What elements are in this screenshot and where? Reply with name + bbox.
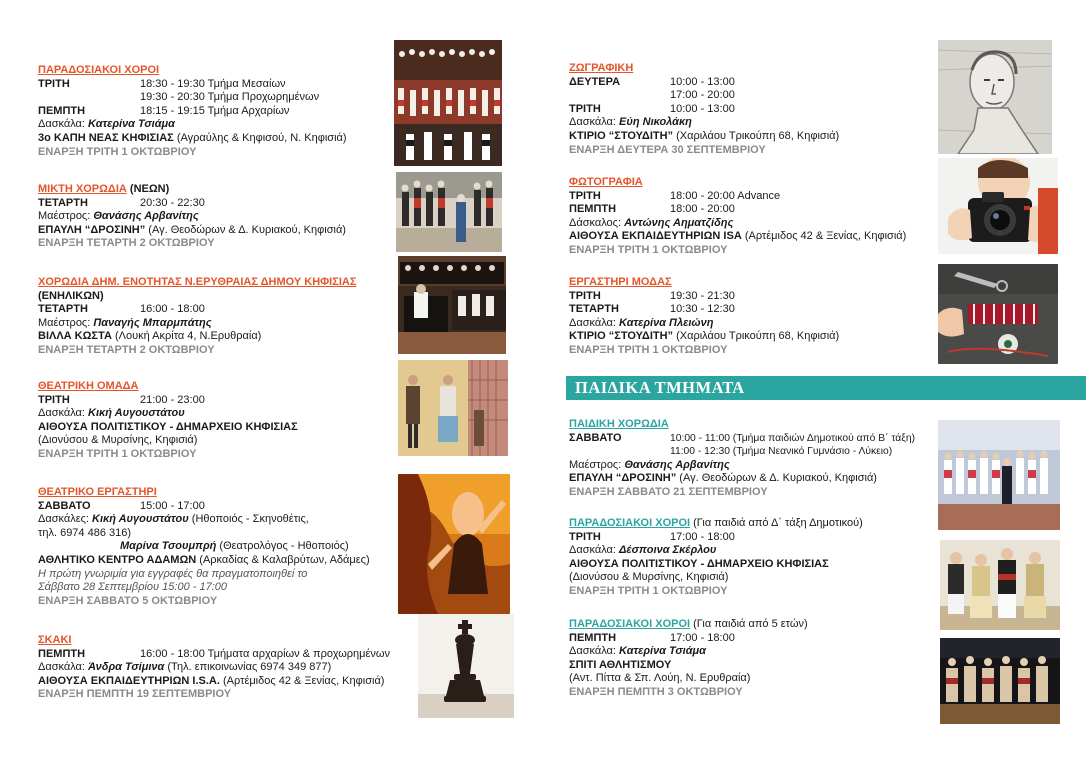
start-date: ΕΝΑΡΞΗ ΤΕΤΑΡΤΗ 2 ΟΚΤΩΒΡΙΟΥ	[38, 343, 215, 356]
schedule-row: ΤΡΙΤΗ 10:00 - 13:00	[569, 102, 735, 115]
start-date: ΕΝΑΡΞΗ ΤΕΤΑΡΤΗ 2 ΟΚΤΩΒΡΙΟΥ	[38, 237, 215, 250]
schedule-row: ΣΑΒΒΑΤΟ 10:00 - 11:00 (Τμήμα παιδιών Δημοτικού από Β΄ τάξη)	[569, 431, 916, 444]
schedule-row: ΤΡΙΤΗ 19:30 - 21:30	[569, 289, 735, 302]
teacher-line: Μαέστρος: Θανάσης Αρβανίτης	[569, 458, 730, 471]
teacher-line: Δασκάλα: Κατερίνα Τσιάμα	[38, 118, 175, 131]
phone-line: τηλ. 6974 486 316)	[38, 526, 132, 539]
teacher2-line: Μαρίνα Τσουμπρή (Θεατρολόγος - Ηθοποιός)	[120, 540, 349, 553]
start-date: ΕΝΑΡΞΗ ΤΡΙΤΗ 1 ΟΚΤΩΒΡΙΟΥ	[38, 447, 197, 460]
teacher-line: Δασκάλα: Κατερίνα Πλειώνη	[569, 316, 714, 329]
section-title: ΣΚΑΚΙ	[38, 634, 72, 646]
schedule-row: ΤΡΙΤΗ 18:00 - 20:00 Advance	[569, 189, 781, 202]
schedule-row: ΤΡΙΤΗ 18:30 - 19:30 Τμήμα Μεσαίων	[38, 77, 286, 90]
section-title: ΕΡΓΑΣΤΗΡΙ ΜΟΔΑΣ	[569, 276, 672, 288]
chess-photo	[418, 614, 514, 718]
teacher-line: Δασκάλα: Κική Αυγουστάτου	[38, 407, 185, 420]
section-photography	[569, 176, 929, 258]
start-date: ΕΝΑΡΞΗ ΤΡΙΤΗ 1 ΟΚΤΩΒΡΙΟΥ	[569, 343, 728, 356]
section-title: ΠΑΡΑΔΟΣΙΑΚΟΙ ΧΟΡΟΙ	[569, 517, 691, 529]
kids-choir-photo	[938, 420, 1060, 530]
teacher-line: Δασκάλα: Κατερίνα Τσιάμα	[569, 645, 706, 658]
venue-line: ΑΙΘΟΥΣΑ ΠΟΛΙΤΙΣΤΙΚΟΥ - ΔΗΜΑΡΧΕΙΟ ΚΗΦΙΣΙΑΣ	[569, 557, 829, 570]
start-date: ΕΝΑΡΞΗ ΠΕΜΠΤΗ 19 ΣΕΠΤΕΜΒΡΙΟΥ	[38, 688, 232, 701]
schedule-row: 17:00 - 20:00	[670, 89, 735, 102]
section-title: ΠΑΙΔΙΚΗ ΧΟΡΩΔΙΑ	[569, 418, 669, 430]
venue-address: (Αντ. Πίττα & Σπ. Λούη, Ν. Ερυθραία)	[569, 672, 751, 685]
section-traditional-dance	[38, 64, 388, 159]
photography-photo	[938, 158, 1058, 254]
schedule-row: ΤΡΙΤΗ 21:00 - 23:00	[38, 393, 205, 406]
section-title: ΠΑΡΑΔΟΣΙΑΚΟΙ ΧΟΡΟΙ	[569, 618, 691, 630]
section-title: ΘΕΑΤΡΙΚΟ ΕΡΓΑΣΤΗΡΙ	[38, 486, 157, 498]
fashion-workshop-photo	[938, 264, 1058, 364]
section-title: ΠΑΡΑΔΟΣΙΑΚΟΙ ΧΟΡΟΙ	[38, 64, 160, 76]
venue-line: 3ο ΚΑΠΗ ΝΕΑΣ ΚΗΦΙΣΙΑΣ (Αγραύλης & Κηφισού, Ν. Κηφισιά)	[38, 131, 347, 144]
section-title: ΘΕΑΤΡΙΚΗ ΟΜΑΔΑ	[38, 380, 139, 392]
theatre-group-photo	[398, 360, 508, 456]
section-kids-choir	[569, 418, 944, 500]
section-title: ΧΟΡΩΔΙΑ ΔΗΜ. ΕΝΟΤΗΤΑΣ Ν.ΕΡΥΘΡΑΙΑΣ ΔΗΜΟΥ ΚΗΦΙΣΙΑΣ	[38, 276, 357, 288]
schedule-row: ΤΕΤΑΡΤΗ 10:30 - 12:30	[569, 303, 735, 316]
kids-dance-1-photo	[940, 540, 1060, 630]
section-mixed-choir: ΜΙΚΤΗ ΧΟΡΩΔΙΑ (ΝΕΩΝ) ΤΕΤΑΡΤΗ 20:30 - 22:30 Μαέστρος: Θανάσης Αρβανίτης ΕΠΑΥΛΗ “ΔΡΟΣΙΝΗ” (Αγ. Θεοδώρων & Δ. Κυριακού, Κηφισιά) ΕΝΑΡΞΗ ΤΕΤΑΡΤΗ 2 ΟΚΤΩΒΡΙΟΥ	[38, 183, 388, 251]
start-date: ΕΝΑΡΞΗ ΔΕΥΤΕΡΑ 30 ΣΕΠΤΕΜΒΡΙΟΥ	[569, 143, 766, 156]
teacher-line: Μαέστρος: Παναγής Μπαρμπάτης	[38, 316, 212, 329]
start-date: ΕΝΑΡΞΗ ΣΑΒΒΑΤΟ 5 ΟΚΤΩΒΡΙΟΥ	[38, 594, 218, 607]
section-painting	[569, 62, 929, 157]
section-kids-dance-2: ΠΑΡΑΔΟΣΙΑΚΟΙ ΧΟΡΟΙ (Για παιδιά από 5 ετών) ΠΕΜΠΤΗ 17:00 - 18:00 Δασκάλα: Κατερίνα Τσιάμα ΣΠΙΤΙ ΑΘΛΗΤΙΣΜΟΥ (Αντ. Πίττα & Σπ. Λούη, Ν. Ερυθραία) ΕΝΑΡΞΗ ΠΕΜΠΤΗ 3 ΟΚΤΩΒΡΙΟΥ	[569, 618, 929, 700]
schedule-row: 11:00 - 12:30 (Τμήμα Νεανικό Γυμνάσιο - Λύκειο)	[670, 446, 893, 458]
schedule-row: ΠΕΜΠΤΗ 17:00 - 18:00	[569, 631, 735, 644]
teacher-line: Δάσκαλος: Αντώνης Αηματζίδης	[569, 216, 734, 229]
section-theatre-workshop	[38, 486, 393, 608]
banner-title: ΠΑΙΔΙΚΑ ΤΜΗΜΑΤΑ	[575, 378, 745, 397]
teacher-line: Δασκάλα: Εύη Νικολάκη	[569, 116, 692, 129]
venue-address: (Διονύσου & Μυρσίνης, Κηφισιά)	[38, 434, 198, 447]
schedule-row: ΔΕΥΤΕΡΑ 10:00 - 13:00	[569, 75, 735, 88]
venue-line: ΒΙΛΛΑ ΚΩΣΤΑ (Λουκή Ακρίτα 4, Ν.Ερυθραία)	[38, 330, 262, 343]
painting-photo	[938, 40, 1052, 154]
section-fashion-workshop	[569, 276, 929, 358]
venue-line: ΚΤΙΡΙΟ “ΣΤΟΥΔΙΤΗ” (Χαριλάου Τρικούπη 68, Κηφισιά)	[569, 330, 840, 343]
adult-choir-photo	[398, 256, 506, 354]
section-chess	[38, 634, 418, 702]
schedule-row: ΠΕΜΠΤΗ 18:00 - 20:00	[569, 203, 735, 216]
venue-line: ΑΘΛΗΤΙΚΟ ΚΕΝΤΡΟ ΑΔΑΜΩΝ (Αρκαδίας & Καλαβρύτων, Αδάμες)	[38, 553, 370, 566]
schedule-row: ΤΕΤΑΡΤΗ 16:00 - 18:00	[38, 303, 205, 316]
note-line: Σάββατο 28 Σεπτεμβρίου 15:00 - 17:00	[38, 581, 227, 594]
section-title: ΖΩΓΡΑΦΙΚΗ	[569, 62, 634, 74]
venue-line: ΑΙΘΟΥΣΑ ΕΚΠΑΙΔΕΥΤΗΡΙΩΝ ISA (Αρτέμιδος 42 & Ξενίας, Κηφισιά)	[569, 230, 907, 243]
kids-section-banner	[566, 376, 1086, 400]
schedule-row: ΠΕΜΠΤΗ 16:00 - 18:00 Τμήματα αρχαρίων & προχωρημένων	[38, 647, 390, 660]
venue-line: ΑΙΘΟΥΣΑ ΠΟΛΙΤΙΣΤΙΚΟΥ - ΔΗΜΑΡΧΕΙΟ ΚΗΦΙΣΙΑΣ	[38, 420, 298, 433]
venue-line: ΚΤΙΡΙΟ “ΣΤΟΥΔΙΤΗ” (Χαριλάου Τρικούπη 68, Κηφισιά)	[569, 129, 840, 142]
section-theatre-group	[38, 380, 388, 462]
teacher-line: Δασκάλα: Άνδρα Τσίμινα (Τηλ. επικοινωνίας 6974 349 877)	[38, 661, 332, 674]
schedule-row: ΤΡΙΤΗ 17:00 - 18:00	[569, 530, 735, 543]
mixed-choir-photo	[396, 172, 502, 252]
start-date: ΕΝΑΡΞΗ ΤΡΙΤΗ 1 ΟΚΤΩΒΡΙΟΥ	[569, 243, 728, 256]
teachers-line: Δασκάλες: Κική Αυγουστάτου (Ηθοποιός - Σκηνοθέτις,	[38, 513, 309, 526]
venue-line: ΕΠΑΥΛΗ “ΔΡΟΣΙΝΗ” (Αγ. Θεοδώρων & Δ. Κυριακού, Κηφισιά)	[38, 223, 346, 236]
section-kids-dance-1: ΠΑΡΑΔΟΣΙΑΚΟΙ ΧΟΡΟΙ (Για παιδιά από Δ΄ τάξη Δημοτικού) ΤΡΙΤΗ 17:00 - 18:00 Δασκάλα: Δέσποινα Σκέρλου ΑΙΘΟΥΣΑ ΠΟΛΙΤΙΣΤΙΚΟΥ - ΔΗΜΑΡΧΕΙΟ ΚΗΦΙΣΙΑΣ (Διονύσου & Μυρσίνης, Κηφισιά) ΕΝΑΡΞΗ ΤΡΙΤΗ 1 ΟΚΤΩΒΡΙΟΥ	[569, 517, 929, 599]
venue-line: ΣΠΙΤΙ ΑΘΛΗΤΙΣΜΟΥ	[569, 658, 672, 671]
traditional-dance-photo	[394, 40, 502, 166]
theatre-workshop-photo	[398, 474, 510, 614]
section-subtitle: (ΕΝΗΛΙΚΩΝ)	[38, 289, 104, 302]
schedule-row: ΠΕΜΠΤΗ 18:15 - 19:15 Τμήμα Αρχαρίων	[38, 104, 290, 117]
note-line: Η πρώτη γνωριμία για εγγραφές θα πραγματοποιηθεί το	[38, 567, 308, 580]
start-date: ΕΝΑΡΞΗ ΠΕΜΠΤΗ 3 ΟΚΤΩΒΡΙΟΥ	[569, 685, 743, 698]
section-title: ΜΙΚΤΗ ΧΟΡΩΔΙΑ	[38, 183, 127, 195]
schedule-row: ΣΑΒΒΑΤΟ 15:00 - 17:00	[38, 499, 205, 512]
schedule-row: ΤΕΤΑΡΤΗ 20:30 - 22:30	[38, 196, 205, 209]
schedule-row: 19:30 - 20:30 Τμήμα Προχωρημένων	[140, 91, 320, 104]
start-date: ΕΝΑΡΞΗ ΣΑΒΒΑΤΟ 21 ΣΕΠΤΕΜΒΡΙΟΥ	[569, 485, 768, 498]
kids-dance-2-photo	[940, 638, 1060, 724]
teacher-line: Δασκάλα: Δέσποινα Σκέρλου	[569, 544, 717, 557]
teacher-line: Μαέστρος: Θανάσης Αρβανίτης	[38, 210, 199, 223]
venue-line: ΕΠΑΥΛΗ “ΔΡΟΣΙΝΗ” (Αγ. Θεοδώρων & Δ. Κυριακού, Κηφισιά)	[569, 472, 877, 485]
start-date: ΕΝΑΡΞΗ ΤΡΙΤΗ 1 ΟΚΤΩΒΡΙΟΥ	[569, 584, 728, 597]
venue-address: (Διονύσου & Μυρσίνης, Κηφισιά)	[569, 571, 729, 584]
start-date: ΕΝΑΡΞΗ ΤΡΙΤΗ 1 ΟΚΤΩΒΡΙΟΥ	[38, 145, 197, 158]
section-adult-choir	[38, 276, 393, 358]
section-title: ΦΩΤΟΓΡΑΦΙΑ	[569, 176, 643, 188]
venue-line: ΑΙΘΟΥΣΑ ΕΚΠΑΙΔΕΥΤΗΡΙΩΝ I.S.A. (Αρτέμιδος 42 & Ξενίας, Κηφισιά)	[38, 674, 385, 687]
